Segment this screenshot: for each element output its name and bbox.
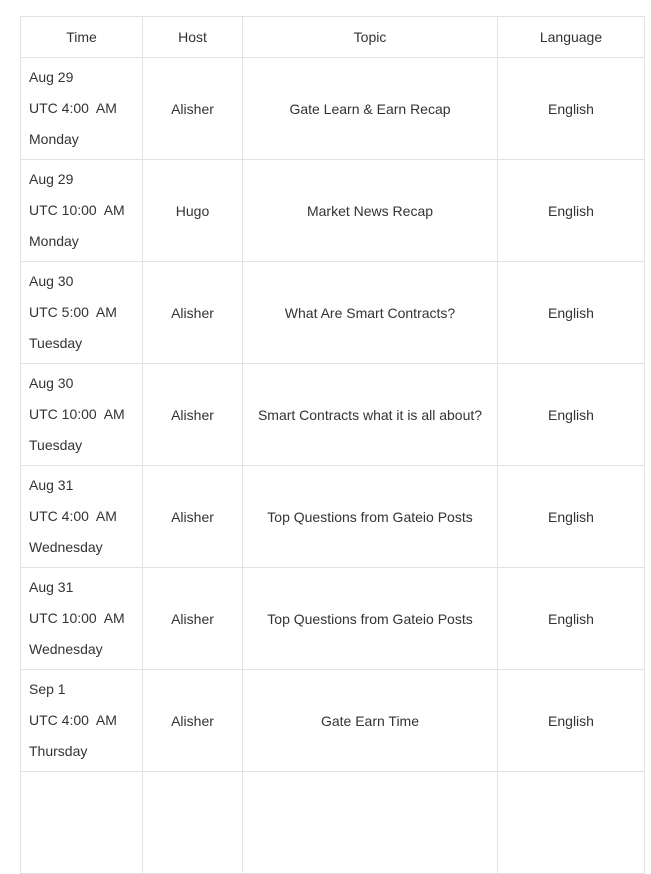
session-date: Aug 29 [29,69,74,85]
session-day: Tuesday [29,335,83,351]
session-day: Wednesday [29,539,103,555]
session-time: UTC 10:00 AM [29,610,125,626]
table-header [21,17,645,58]
table-row [21,364,645,466]
time-cell [21,262,143,364]
host-cell: Alisher [143,568,243,670]
topic-cell: Top Questions from Gateio Posts [243,466,498,568]
time-cell [21,58,143,160]
time-cell [21,160,143,262]
session-time: UTC 4:00 AM [29,508,117,524]
time-cell [21,466,143,568]
language-cell: English [498,466,645,568]
language-cell: English [498,58,645,160]
language-cell: English [498,568,645,670]
host-cell: Alisher [143,364,243,466]
session-date: Aug 29 [29,171,74,187]
language-cell: English [498,670,645,772]
session-date: Aug 30 [29,273,74,289]
session-date: Aug 31 [29,477,74,493]
session-time: UTC 4:00 AM [29,100,117,116]
topic-cell: What Are Smart Contracts? [243,262,498,364]
host-cell: Alisher [143,670,243,772]
language-cell: English [498,262,645,364]
session-day: Monday [29,233,79,249]
table-row [21,670,645,772]
session-day: Thursday [29,743,88,759]
table-row [21,466,645,568]
table-row-partial [21,772,645,874]
column-header-topic: Topic [243,17,498,58]
table-row [21,262,645,364]
empty-cell [143,772,243,874]
session-date: Sep 1 [29,681,66,697]
column-header-host: Host [143,17,243,58]
language-cell: English [498,364,645,466]
session-date: Aug 31 [29,579,74,595]
empty-cell [21,772,143,874]
table-row [21,568,645,670]
host-cell: Hugo [143,160,243,262]
table-row [21,160,645,262]
table-body [21,58,645,874]
header-row [21,17,645,58]
session-date: Aug 30 [29,375,74,391]
time-cell [21,364,143,466]
topic-cell: Top Questions from Gateio Posts [243,568,498,670]
column-header-time: Time [21,17,143,58]
host-cell: Alisher [143,262,243,364]
time-cell [21,568,143,670]
language-cell: English [498,160,645,262]
empty-cell [243,772,498,874]
column-header-language: Language [498,17,645,58]
topic-cell: Smart Contracts what it is all about? [243,364,498,466]
session-day: Monday [29,131,79,147]
session-time: UTC 10:00 AM [29,202,125,218]
host-cell: Alisher [143,466,243,568]
schedule-table [20,16,645,874]
time-cell [21,670,143,772]
topic-cell: Gate Earn Time [243,670,498,772]
session-time: UTC 10:00 AM [29,406,125,422]
session-day: Wednesday [29,641,103,657]
session-day: Tuesday [29,437,83,453]
topic-cell: Gate Learn & Earn Recap [243,58,498,160]
table-row [21,58,645,160]
topic-cell: Market News Recap [243,160,498,262]
empty-cell [498,772,645,874]
session-time: UTC 5:00 AM [29,304,117,320]
host-cell: Alisher [143,58,243,160]
session-time: UTC 4:00 AM [29,712,117,728]
